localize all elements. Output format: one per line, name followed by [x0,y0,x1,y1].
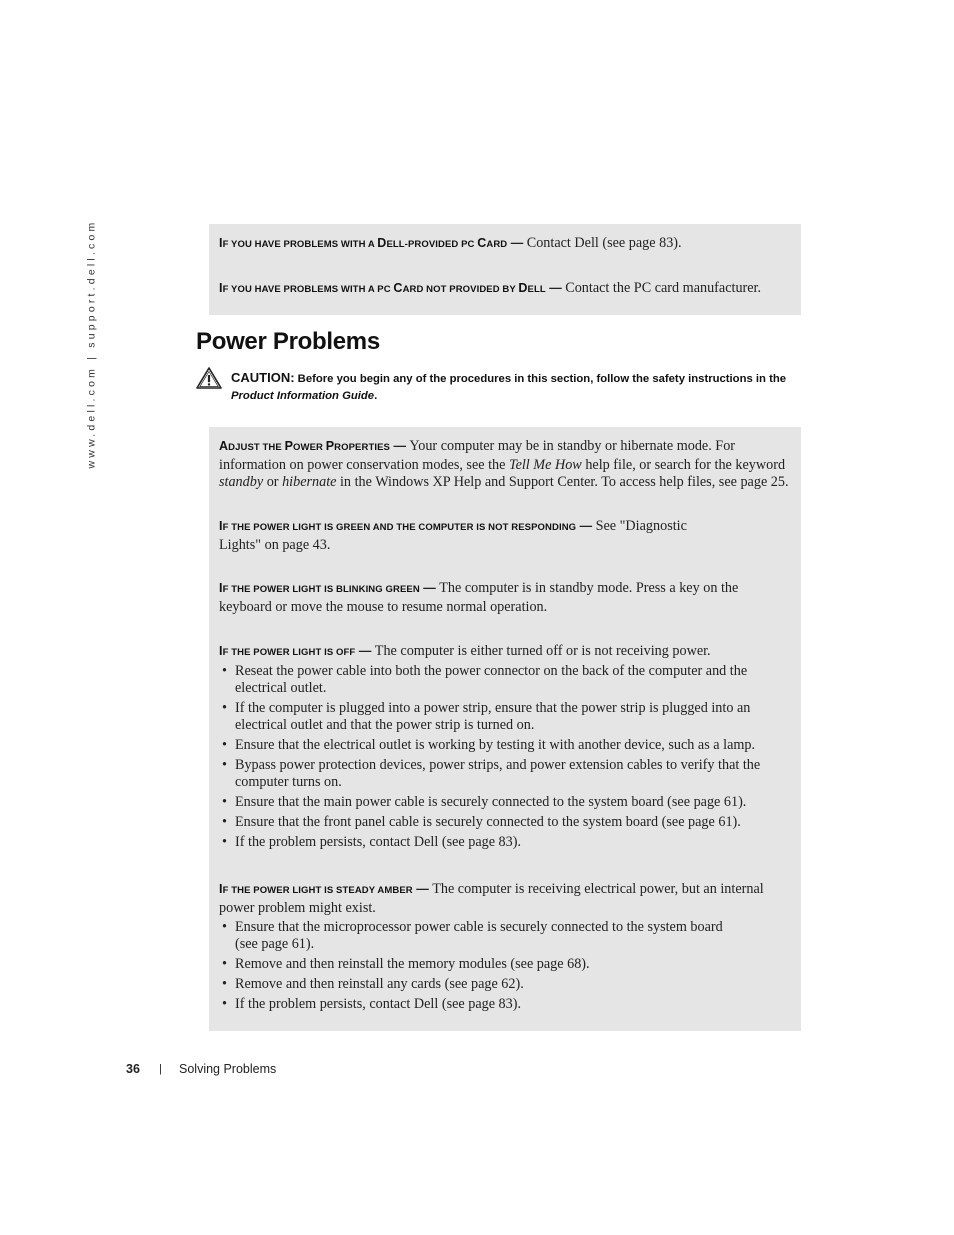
adjust-power-para: ADJUST THE POWER PROPERTIES — Your computer may be in standby or hibernate mode. For information on power conservation modes, see the Tell Me How help file, or search for the keyword standby or hibernate in the Windows XP Help and Support Center. To access help files, see page 25. [219,438,789,490]
light-off-body: The computer is either turned off or is not receiving power. [374,643,711,659]
adjust-power-lead: ADJUST THE POWER PROPERTIES [219,439,390,453]
list-item: • Ensure that the main power cable is securely connected to the system board (see page 61). [219,794,761,811]
pc-card-other-para: IF YOU HAVE PROBLEMS WITH A PC CARD NOT PROVIDED BY DELL — Contact the PC card manufacturer. [219,280,762,296]
steady-amber-lead: IF THE POWER LIGHT IS STEADY AMBER [219,882,413,896]
list-item: • Ensure that the microprocessor power cable is securely connected to the system board (see page 61). [219,919,731,953]
steady-amber-list [219,919,731,1016]
light-off-lead: IF THE POWER LIGHT IS OFF [219,644,356,658]
side-url-text: www.dell.com | support.dell.com [85,219,98,469]
side-url [84,219,98,469]
page-number: 36 [126,1062,140,1076]
pc-card-dell-body: Contact Dell (see page 83). [526,235,682,251]
blinking-light-body: The computer is in standby mode. Press a key on the keyboard or move the mouse to resume normal operation. [219,580,739,615]
list-item: • If the problem persists, contact Dell (see page 83). [219,996,731,1013]
pc-card-box [209,224,801,315]
footer-separator: | [159,1063,162,1075]
green-light-para: IF THE POWER LIGHT IS GREEN AND THE COMPUTER IS NOT RESPONDING — See "Diagnostic Lights" on page 43. [219,518,687,553]
list-item: • If the problem persists, contact Dell (see page 83). [219,834,761,851]
page-title: Power Problems [196,328,380,355]
pc-card-other-lead: IF YOU HAVE PROBLEMS WITH A PC CARD NOT PROVIDED BY DELL [219,281,546,295]
list-item: • Reseat the power cable into both the power connector on the back of the computer and the electrical outlet. [219,663,761,697]
caution-triangle-icon [195,366,223,390]
product-info-guide: Product Information Guide [231,390,375,402]
list-item: • Ensure that the electrical outlet is working by testing it with another device, such as a lamp. [219,737,761,754]
light-off-list [219,663,761,854]
green-light-body: See "Diagnostic Lights" on page 43. [219,518,687,553]
blinking-light-lead: IF THE POWER LIGHT IS BLINKING GREEN [219,581,420,595]
steady-amber-body: The computer is receiving electrical power, but an internal power problem might exist. [219,881,764,916]
pc-card-dell-para: IF YOU HAVE PROBLEMS WITH A DELL-PROVIDED PC CARD — Contact Dell (see page 83). [219,235,682,251]
green-light-lead: IF THE POWER LIGHT IS GREEN AND THE COMPUTER IS NOT RESPONDING [219,519,577,533]
list-item: • If the computer is plugged into a power strip, ensure that the power strip is plugged into an electrical outlet and that the power strip is turned on. [219,700,761,734]
list-item: • Remove and then reinstall any cards (see page 62). [219,976,731,993]
list-item: • Remove and then reinstall the memory modules (see page 68). [219,956,731,973]
list-item: • Ensure that the front panel cable is securely connected to the system board (see page 61). [219,814,761,831]
caution-label: CAUTION: [231,370,295,385]
pc-card-other-body: Contact the PC card manufacturer. [565,280,762,296]
list-item: • Bypass power protection devices, power strips, and power extension cables to verify that the computer turns on. [219,757,761,791]
blinking-light-para: IF THE POWER LIGHT IS BLINKING GREEN — The computer is in standby mode. Press a key on the keyboard or move the mouse to resume normal operation. [219,580,739,615]
power-problems-box [209,427,801,1031]
steady-amber-para: IF THE POWER LIGHT IS STEADY AMBER — The computer is receiving electrical power, but an internal power problem might exist. [219,881,764,916]
caution-note: CAUTION: Before you begin any of the procedures in this section, follow the safety instructions in the Product Information Guide. [231,370,787,402]
section-name: Solving Problems [179,1062,277,1076]
light-off-para: IF THE POWER LIGHT IS OFF — The computer is either turned off or is not receiving power. [219,643,711,659]
pc-card-dell-lead: IF YOU HAVE PROBLEMS WITH A DELL-PROVIDED PC CARD [219,236,508,250]
